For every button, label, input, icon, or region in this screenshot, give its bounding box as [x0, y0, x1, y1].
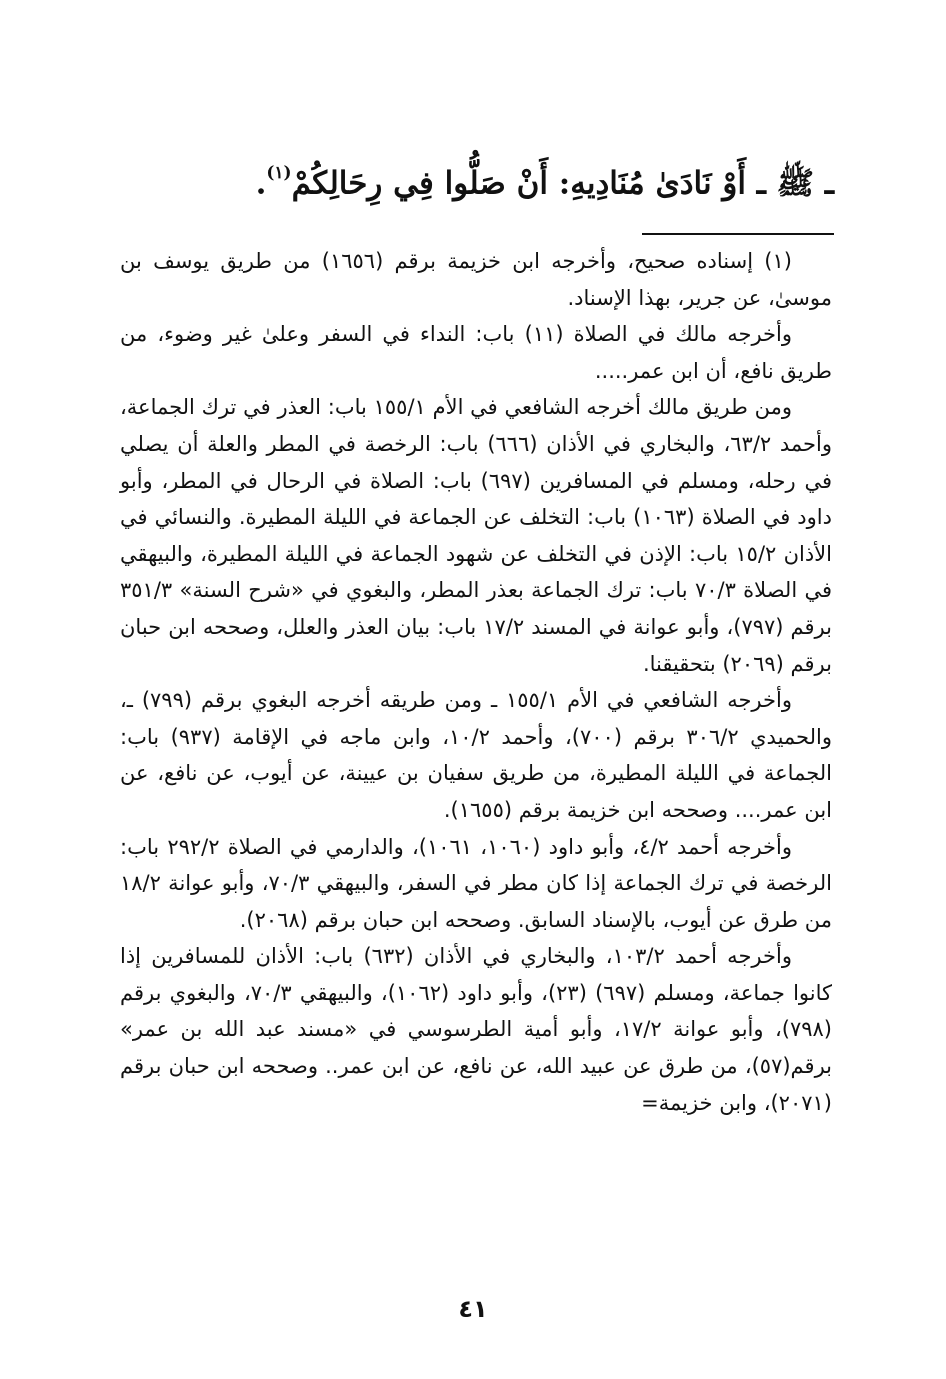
footnote-paragraph: (١) إسناده صحيح، وأخرجه ابن خزيمة برقم (١٦٥٦) من طريق يوسف بن موسىٰ، عن جرير، بهذا الإسناد.	[120, 249, 832, 310]
main-text-line	[114, 142, 834, 218]
footnote-separator	[642, 233, 834, 235]
footnote-paragraph: وأخرجه مالك في الصلاة (١١) باب: النداء في السفر وعلىٰ غير وضوء، من طريق نافع، أن ابن عمر.....	[120, 322, 832, 383]
footnotes-block	[120, 243, 832, 1121]
footnote-reference: (١)	[266, 163, 292, 183]
main-text: ـ ﷺ ـ أَوْ نَادَىٰ مُنَادِيهِ: أَنْ صَلُّوا فِي رِحَالِكُمْ	[291, 165, 834, 202]
footnote-paragraph: ومن طريق مالك أخرجه الشافعي في الأم ١٥٥/١ باب: العذر في ترك الجماعة، وأحمد ٦٣/٢، والبخاري في الأذان (٦٦٦) باب: الرخصة في المطر والعلة أن يصلي في رحله، ومسلم في المسافرين (٦٩٧) باب: الصلاة في الرحال في المطر، وأبو داود في الصلاة (١٠٦٣) باب: التخلف عن الجماعة في الليلة المطيرة. والنسائي في الأذان ١٥/٢ باب: الإذن في التخلف عن شهود الجماعة في الليلة المطيرة، والبيهقي في الصلاة ٧٠/٣ باب: ترك الجماعة بعذر المطر، والبغوي في «شرح السنة» ٣٥١/٣ برقم (٧٩٧)، وأبو عوانة في المسند ١٧/٢ باب: بيان العذر والعلل، وصححه ابن حبان برقم (٢٠٦٩) بتحقيقنا.	[120, 395, 833, 676]
main-text-end: .	[255, 165, 267, 202]
footnote-paragraph: وأخرجه أحمد ١٠٣/٢، والبخاري في الأذان (٦٣٢) باب: الأذان للمسافرين إذا كانوا جماعة، ومسلم (٦٩٧) (٢٣)، وأبو داود (١٠٦٢)، والبيهقي ٧٠/٣، والبغوي برقم (٧٩٨)، وأبو عوانة ١٧/٢، وأبو أمية الطرسوسي في «مسند عبد الله بن عمر» برقم(٥٧)، من طرق عن عبيد الله، عن نافع، عن ابن عمر.. وصححه ابن حبان برقم (٢٠٧١)، وابن خزيمة=	[120, 944, 832, 1115]
footnote-paragraph: وأخرجه أحمد ٤/٢، وأبو داود (١٠٦٠، ١٠٦١)، والدارمي في الصلاة ٢٩٢/٢ باب: الرخصة في ترك الجماعة إذا كان مطر في السفر، والبيهقي ٧٠/٣، وأبو عوانة ١٨/٢ من طرق عن أيوب، بالإسناد السابق. وصححه ابن حبان برقم (٢٠٦٨).	[120, 834, 832, 932]
page-number: ٤١	[458, 1295, 488, 1323]
footnote-paragraph: وأخرجه الشافعي في الأم ١٥٥/١ ـ ومن طريقه أخرجه البغوي برقم (٧٩٩) ـ، والحميدي ٣٠٦/٢ برقم (٧٠٠)، وأحمد ١٠/٢، وابن ماجه في الإقامة (٩٣٧) باب: الجماعة في الليلة المطيرة، من طريق سفيان بن عيينة، عن أيوب، عن نافع، عن ابن عمر.... وصححه ابن خزيمة برقم (١٦٥٥).	[120, 688, 832, 822]
